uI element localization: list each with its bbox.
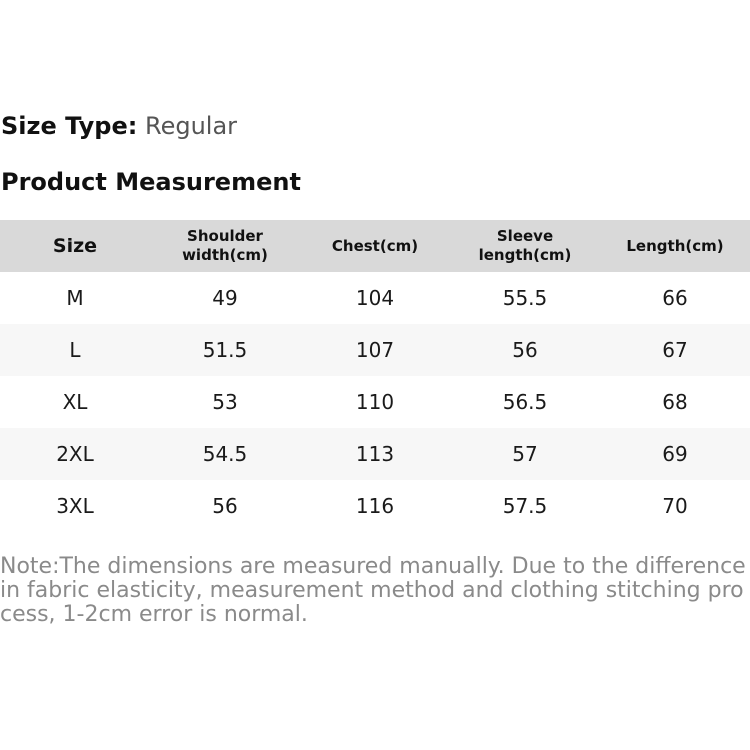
cell-length: 69 bbox=[662, 442, 688, 466]
cell-chest: 104 bbox=[355, 286, 395, 310]
cell-chest: 113 bbox=[355, 442, 395, 466]
cell-sleeve-length: 57.5 bbox=[502, 494, 548, 518]
cell-sleeve-length: 56 bbox=[512, 338, 538, 362]
cell-size: L bbox=[69, 338, 81, 362]
cell-shoulder-width: 51.5 bbox=[202, 338, 248, 362]
cell-chest: 116 bbox=[355, 494, 395, 518]
cell-size: XL bbox=[62, 390, 88, 414]
cell-sleeve-length: 55.5 bbox=[502, 286, 548, 310]
header-size bbox=[0, 220, 150, 272]
table-header-row bbox=[0, 220, 750, 272]
table-row bbox=[0, 272, 750, 324]
table-row bbox=[0, 480, 750, 532]
cell-shoulder-width: 56 bbox=[212, 494, 238, 518]
cell-size: 3XL bbox=[56, 494, 94, 518]
cell-chest: 110 bbox=[355, 390, 395, 414]
cell-chest: 107 bbox=[355, 338, 395, 362]
cell-shoulder-width: 53 bbox=[212, 390, 238, 414]
header-length bbox=[600, 220, 750, 272]
header-length-text: Length(cm) bbox=[626, 236, 724, 255]
header-shoulder-width bbox=[150, 220, 300, 272]
size-type-label: Size Type: bbox=[1, 112, 138, 140]
table-row bbox=[0, 428, 750, 480]
cell-sleeve-length: 56.5 bbox=[502, 390, 548, 414]
cell-size: M bbox=[66, 286, 84, 310]
header-size-text: Size bbox=[52, 234, 98, 257]
header-sleeve-length bbox=[450, 220, 600, 272]
size-type-value: Regular bbox=[144, 112, 238, 140]
table-row bbox=[0, 376, 750, 428]
header-chest bbox=[300, 220, 450, 272]
header-chest-text: Chest(cm) bbox=[331, 236, 419, 255]
cell-shoulder-width: 49 bbox=[212, 286, 238, 310]
measurement-note: Note:The dimensions are measured manually. Due to the difference in fabric elasticity, measurement method and clothing stitching process, 1-2cm error is normal. bbox=[0, 554, 746, 627]
table-row bbox=[0, 324, 750, 376]
section-title: Product Measurement bbox=[1, 168, 301, 196]
cell-shoulder-width: 54.5 bbox=[202, 442, 248, 466]
size-type-line bbox=[1, 110, 237, 142]
header-sleeve-length-text: Sleeve length(cm) bbox=[478, 227, 572, 264]
cell-sleeve-length: 57 bbox=[512, 442, 538, 466]
cell-length: 66 bbox=[662, 286, 688, 310]
cell-size: 2XL bbox=[56, 442, 94, 466]
cell-length: 70 bbox=[662, 494, 688, 518]
header-shoulder-width-text: Shoulder width(cm) bbox=[182, 227, 268, 264]
cell-length: 68 bbox=[662, 390, 688, 414]
cell-length: 67 bbox=[662, 338, 688, 362]
measurement-table bbox=[0, 220, 750, 532]
